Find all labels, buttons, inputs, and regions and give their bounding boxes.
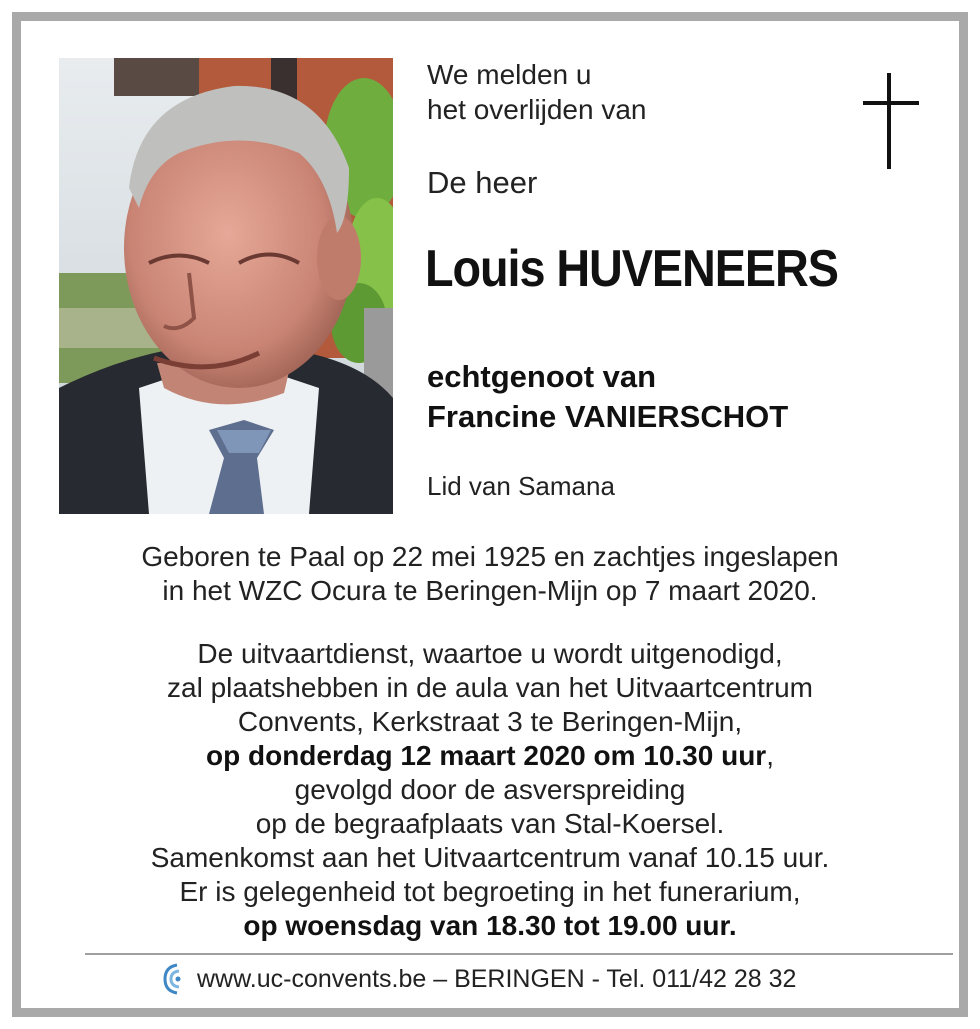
- birth-line-1: Geboren te Paal op 22 mei 1925 en zachtjes ingeslapen: [141, 541, 839, 572]
- visitation-time-text: op woensdag van 18.30 tot 19.00 uur.: [243, 910, 737, 941]
- service-line-7: Samenkomst aan het Uitvaartcentrum vanaf 10.15 uur.: [150, 842, 830, 873]
- service-line-6: op de begraafplaats van Stal-Koersel.: [255, 808, 725, 839]
- footer-divider: [85, 953, 953, 955]
- intro-line-2: het overlijden van: [427, 94, 647, 125]
- spouse-info: [427, 357, 788, 437]
- service-date-line: [21, 739, 959, 773]
- service-line-1: De uitvaartdienst, waartoe u wordt uitgenodigd,: [197, 638, 783, 669]
- title-prefix: De heer: [427, 165, 538, 200]
- visitation-time: [21, 909, 959, 943]
- service-line-3: Convents, Kerkstraat 3 te Beringen-Mijn,: [237, 706, 743, 737]
- obituary-card: [12, 12, 968, 1017]
- funeral-home-logo-icon: [161, 961, 185, 997]
- birth-line-2: in het WZC Ocura te Beringen-Mijn op 7 maart 2020.: [162, 575, 818, 606]
- intro-line-1: We melden u: [427, 59, 592, 90]
- service-date-suffix: ,: [766, 740, 774, 771]
- membership: Lid van Samana: [427, 471, 615, 501]
- service-date: op donderdag 12 maart 2020 om 10.30 uur: [206, 740, 767, 771]
- announcement-intro: [427, 57, 646, 127]
- footer-contact: www.uc-convents.be – BERINGEN - Tel. 011/42 28 32: [197, 964, 797, 993]
- service-line-2: zal plaatshebben in de aula van het Uitvaartcentrum: [167, 672, 813, 703]
- spouse-line-1: echtgenoot van: [427, 359, 657, 394]
- portrait-photo: [59, 58, 393, 514]
- service-line-8: Er is gelegenheid tot begroeting in het funerarium,: [179, 876, 801, 907]
- cross-icon: [863, 73, 919, 169]
- service-line-5: gevolgd door de asverspreiding: [294, 774, 686, 805]
- deceased-name: Louis HUVENEERS: [425, 240, 838, 298]
- funeral-service-info: [21, 637, 959, 943]
- birth-death-info: [21, 540, 959, 608]
- spouse-line-2: Francine VANIERSCHOT: [427, 399, 789, 434]
- footer: [161, 961, 796, 997]
